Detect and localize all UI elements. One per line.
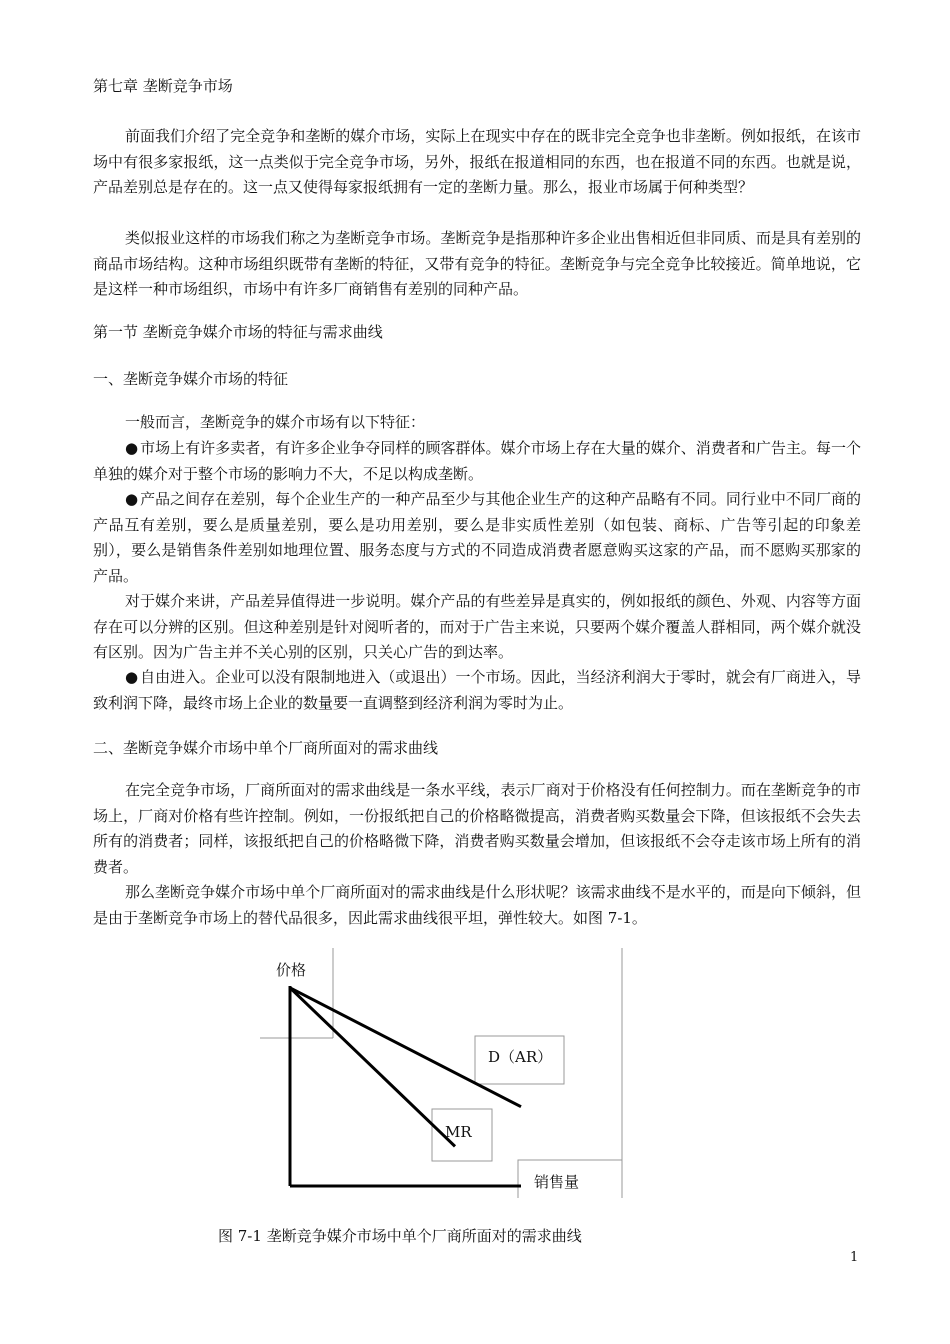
legend-mr: MR [445, 1123, 472, 1141]
bullet-icon: ● [125, 490, 139, 508]
feature-text: 自由进入。企业可以没有限制地进入（或退出）一个市场。因此，当经济利润大于零时，就会有厂商进入，导致利润下降，最终市场上企业的数量要一直调整到经济利润为零时为止。 [93, 668, 861, 712]
x-axis-label: 销售量 [534, 1173, 580, 1191]
demand-curve-chart [258, 948, 628, 1203]
page-number: 1 [850, 1250, 859, 1265]
feature-free-entry [93, 665, 861, 716]
mr-line [290, 988, 455, 1147]
subsection-2-title: 二、垄断竞争媒介市场中单个厂商所面对的需求曲线 [93, 739, 439, 757]
demand-ar-line [290, 988, 521, 1107]
demand-paragraph-2: 那么垄断竞争媒介市场中单个厂商所面对的需求曲线是什么形状呢？该需求曲线不是水平的，而是向下倾斜，但是由于垄断竞争市场上的替代品很多，因此需求曲线很平坦，弹性较大。如图 7-1。 [93, 883, 861, 927]
bullet-icon: ● [125, 439, 139, 457]
bullet-icon: ● [125, 668, 139, 686]
intro-paragraph-2: 类似报业这样的市场我们称之为垄断竞争市场。垄断竞争是指那种许多企业出售相近但非同质、而是具有差别的商品市场结构。这种市场组织既带有垄断的特征，又带有竞争的特征。垄断竞争与完全竞争比较接近。简单地说，它是这样一种市场组织，市场中有许多厂商销售有差别的同种产品。 [93, 229, 861, 298]
feature-product-difference [93, 487, 861, 589]
intro-paragraph-1: 前面我们介绍了完全竞争和垄断的媒介市场，实际上在现实中存在的既非完全竞争也非垄断。例如报纸，在该市场中有很多家报纸，这一点类似于完全竞争市场，另外，报纸在报道相同的东西，也在报道不同的东西。也就是说，产品差别总是存在的。这一点又使得每家报纸拥有一定的垄断力量。那么，报业市场属于何种类型？ [93, 127, 861, 196]
figure-caption: 图 7-1 垄断竞争媒介市场中单个厂商所面对的需求曲线 [218, 1227, 582, 1245]
feature-many-sellers [93, 436, 861, 487]
feature-text: 市场上有许多卖者，有许多企业争夺同样的顾客群体。媒介市场上存在大量的媒介、消费者和广告主。每一个单独的媒介对于整个市场的影响力不大，不足以构成垄断。 [93, 439, 861, 483]
legend-demand-ar: D（AR） [488, 1048, 553, 1066]
chapter-title: 第七章 垄断竞争市场 [93, 77, 233, 95]
demand-curve-figure [258, 948, 628, 1203]
feature-text: 产品之间存在差别，每个企业生产的一种产品至少与其他企业生产的这种产品略有不同。同行业中不同厂商的产品互有差别，要么是质量差别，要么是功用差别，要么是非实质性差别（如包装、商标、广告等引起的印象差别），要么是销售条件差别如地理位置、服务态度与方式的不同造成消费者愿意购买这家的产品，而不愿购买那家的产品。 [93, 490, 861, 585]
section-title: 第一节 垄断竞争媒介市场的特征与需求曲线 [93, 323, 383, 341]
subsection-1-title: 一、垄断竞争媒介市场的特征 [93, 370, 289, 388]
demand-paragraph-1: 在完全竞争市场，厂商所面对的需求曲线是一条水平线，表示厂商对于价格没有任何控制力。而在垄断竞争的市场上，厂商对价格有些许控制。例如，一份报纸把自己的价格略微提高，消费者购买数量会下降，但该报纸不会失去所有的消费者；同样，该报纸把自己的价格略微下降，消费者购买数量会增加，但该报纸不会夺走该市场上所有的消费者。 [93, 781, 861, 876]
y-axis-label: 价格 [276, 961, 307, 979]
media-difference-paragraph: 对于媒介来讲，产品差异值得进一步说明。媒介产品的有些差异是真实的，例如报纸的颜色、外观、内容等方面存在可以分辨的区别。但这种差别是针对阅听者的，而对于广告主来说，只要两个媒介覆盖人群相同，两个媒介就没有区别。因为广告主并不关心别的区别，只关心广告的到达率。 [93, 592, 861, 661]
features-intro: 一般而言，垄断竞争的媒介市场有以下特征： [125, 413, 426, 431]
